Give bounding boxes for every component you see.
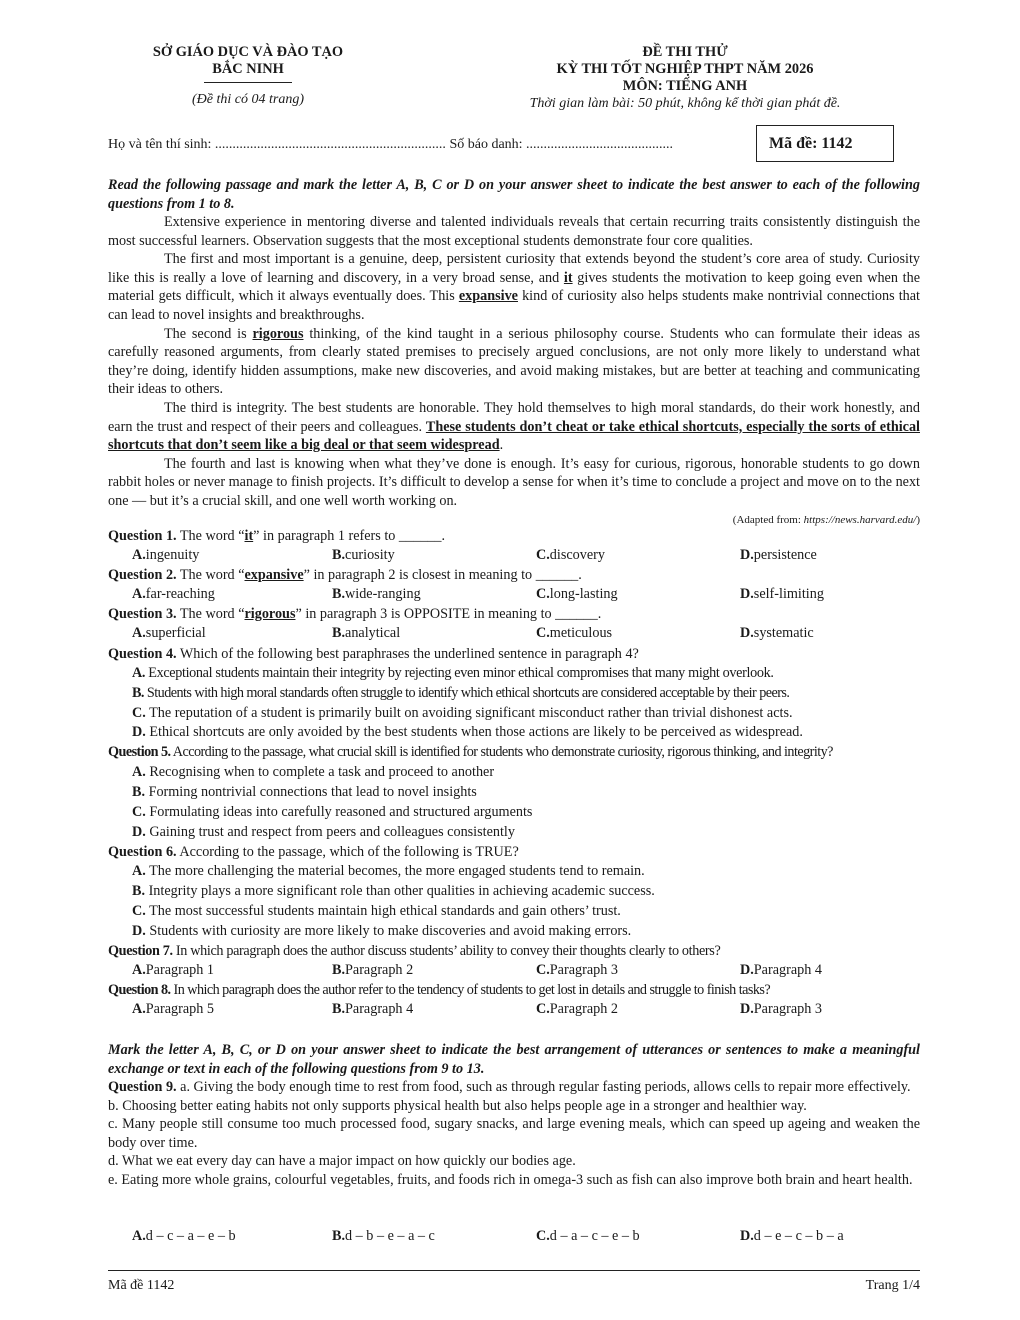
passage-intro: Extensive experience in mentoring diverse and talented individuals reveals that certain recurring traits consistently distinguish the most successful learners. Observation suggests that the most exceptional students demonstrate four core qualities. (108, 214, 920, 249)
section1-instruction: Read the following passage and mark the letter A, B, C or D on your answer sheet to indicate the best answer to each of the following questions from 1 to 8. (108, 177, 920, 212)
q3-option-a[interactable]: A. superficial (132, 625, 206, 641)
q1-option-d[interactable]: D. persistence (740, 547, 817, 563)
q3-option-c[interactable]: C. meticulous (536, 625, 613, 641)
q6-option-d[interactable]: D. Students with curiosity are more likely to make discoveries and avoid making errors. (132, 923, 632, 939)
q2-option-c[interactable]: C. long-lasting (536, 586, 618, 602)
exam-code-box: Mã đề: 1142 (756, 125, 894, 162)
question-3: Question 3. The word “rigorous” in paragraph 3 is OPPOSITE in meaning to ______. (108, 606, 602, 622)
q9-sentence-e: e. Eating more whole grains, colourful vegetables, fruits, and foods rich in omega-3 such as fish can also improve both brain and heart health. (108, 1171, 913, 1188)
underlined-sentence: These students don’t cheat or take ethical shortcuts, especially the sorts of ethical shortcuts that don’t seem like a big deal or that seem widespread (108, 418, 920, 454)
question-7: Question 7. In which paragraph does the author discuss students’ ability to convey their thoughts clearly to others? (108, 943, 721, 959)
q9-sentence-d: d. What we eat every day can have a major impact on how quickly our bodies age. (108, 1153, 576, 1170)
passage-paragraph-4: The fourth and last is knowing when what they’ve done is enough. It’s easy for curious, rigorous, honorable students to go down rabbit holes or never manage to finish projects. It’s difficult to develop a sense for when it’s time to conclude a project and move on to the next one — but it’s a crucial skill, and one well worth working on. (108, 455, 920, 509)
q4-option-a[interactable]: A. Exceptional students maintain their integrity by rejecting even minor ethical compromises that many might overlook. (132, 665, 774, 681)
q4-option-d[interactable]: D. Ethical shortcuts are only avoided by the best students when those actions are likely to be perceived as widespread. (132, 724, 803, 740)
department-name: SỞ GIÁO DỤC VÀ ĐÀO TẠO (152, 44, 344, 60)
q5-option-b[interactable]: B. Forming nontrivial connections that lead to novel insights (132, 784, 477, 800)
q9-option-d[interactable]: D. d – e – c – b – a (740, 1228, 844, 1244)
divider (204, 82, 292, 83)
underlined-expansive: expansive (458, 288, 518, 305)
q8-option-b[interactable]: B. Paragraph 4 (332, 1001, 414, 1017)
q4-option-b[interactable]: B. Students with high moral standards often struggle to identify which ethical shortcuts are considered acceptable by their peers. (132, 685, 790, 701)
q9-sentence-c: c. Many people still consume too much processed food, sugary snacks, and large evening meals, which can speed up ageing and weaken the body over time. (108, 1116, 920, 1151)
q5-option-d[interactable]: D. Gaining trust and respect from peers and colleagues consistently (132, 824, 515, 840)
question-3-options (132, 624, 920, 643)
question-2-options (132, 585, 920, 604)
exam-title: ĐỀ THI THỬ (642, 44, 728, 60)
passage-paragraph-1: The first and most important is a genuine, deep, persistent curiosity that extends beyond the student’s core area of study. Curiosity like this is really a love of learning and discovery, in a very broad sense, and it gives students the motivation to keep going even when the material gets difficult, which it always eventually does. This expansive kind of curiosity also helps students make nontrivial connections that can lead to novel insights and breakthroughs. (108, 251, 920, 323)
q8-option-a[interactable]: A. Paragraph 5 (132, 1001, 214, 1017)
q9-sentence-a: Question 9. a. Giving the body enough time to rest from food, such as through regular fasting periods, allows cells to repair more effectively. (108, 1079, 911, 1095)
question-2: Question 2. The word “expansive” in paragraph 2 is closest in meaning to ______. (108, 567, 582, 583)
subject: MÔN: TIẾNG ANH (622, 78, 748, 94)
underlined-rigorous: rigorous (252, 325, 304, 342)
question-9 (108, 1078, 920, 1190)
time-limit: Thời gian làm bài: 50 phút, không kể thời gian phát đề. (529, 96, 841, 111)
header-right (485, 44, 885, 113)
reading-passage (108, 213, 920, 511)
q6-option-b[interactable]: B. Integrity plays a more significant role than other qualities in achieving academic success. (132, 883, 655, 899)
question-1: Question 1. The word “it” in paragraph 1 refers to ______. (108, 528, 446, 544)
question-1-options (132, 546, 920, 565)
question-5: Question 5. According to the passage, what crucial skill is identified for students who demonstrate curiosity, rigorous thinking, and integrity? (108, 744, 833, 760)
question-4: Question 4. Which of the following best paraphrases the underlined sentence in paragraph 4? (108, 646, 639, 662)
section2-instruction: Mark the letter A, B, C, or D on your answer sheet to indicate the best arrangement of utterances or sentences to make a meaningful exchange or text in each of the following questions from 9 to 13. (108, 1042, 920, 1077)
question-8-options (132, 1000, 920, 1019)
q7-option-b[interactable]: B. Paragraph 2 (332, 962, 414, 978)
passage-paragraph-2: The second is rigorous thinking, of the kind taught in a serious philosophy course. Students who can formulate their ideas as carefully reasoned arguments, from clearly stated premises to precisely argued conclusions, are not only more likely to understand what they’re doing, identify hidden assumptions, make new discoveries, and avoid making mistakes, but are better at teaching and communicating their ideas to others. (108, 325, 921, 398)
question-9-options (132, 1227, 920, 1246)
header-left (108, 44, 388, 110)
page-count-note: (Đề thi có 04 trang) (192, 92, 304, 107)
q6-option-c[interactable]: C. The most successful students maintain high ethical standards and gain others’ trust. (132, 903, 621, 919)
question-8: Question 8. In which paragraph does the author refer to the tendency of students to get lost in details and struggle to finish tasks? (108, 982, 771, 998)
q9-option-a[interactable]: A. d – c – a – e – b (132, 1228, 236, 1244)
q6-option-a[interactable]: A. The more challenging the material becomes, the more engaged students tend to remain. (132, 863, 645, 879)
q1-option-c[interactable]: C. discovery (536, 547, 605, 563)
student-info-line (108, 136, 673, 155)
question-6: Question 6. According to the passage, which of the following is TRUE? (108, 844, 519, 860)
q5-option-c[interactable]: C. Formulating ideas into carefully reasoned and structured arguments (132, 804, 533, 820)
q2-option-a[interactable]: A. far-reaching (132, 586, 215, 602)
student-name-field: Họ và tên thí sinh: .................................................................. (108, 137, 446, 152)
q3-option-b[interactable]: B. analytical (332, 625, 401, 641)
province-name: BẮC NINH (212, 61, 284, 77)
q9-option-b[interactable]: B. d – b – e – a – c (332, 1228, 435, 1244)
q2-option-d[interactable]: D. self-limiting (740, 586, 824, 602)
q7-option-a[interactable]: A. Paragraph 1 (132, 962, 214, 978)
exam-name: KỲ THI TỐT NGHIỆP THPT NĂM 2026 (556, 61, 814, 77)
footer-page-number: Trang 1/4 (865, 1278, 920, 1293)
q4-option-c[interactable]: C. The reputation of a student is primarily built on avoiding significant misconduct rather than trivial dishonest acts. (132, 705, 793, 721)
q8-option-c[interactable]: C. Paragraph 2 (536, 1001, 618, 1017)
underlined-it: it (563, 269, 573, 286)
q9-sentence-b: b. Choosing better eating habits not only supports physical health but also helps people age in a stronger and healthier way. (108, 1097, 807, 1114)
student-number-field: Số báo danh: .......................................... (449, 137, 674, 152)
question-7-options (132, 961, 920, 980)
passage-source: (Adapted from: https://news.harvard.edu/) (732, 514, 920, 526)
q2-option-b[interactable]: B. wide-ranging (332, 586, 421, 602)
passage-paragraph-3: The third is integrity. The best students are honorable. They hold themselves to high moral standards, do their work honestly, and earn the trust and respect of their peers and colleagues. These students don’t cheat or take ethical shortcuts, especially the sorts of ethical shortcuts that don’t seem like a big deal or that seem widespread. (108, 399, 920, 454)
footer-exam-code: Mã đề 1142 (108, 1278, 175, 1293)
q8-option-d[interactable]: D. Paragraph 3 (740, 1001, 822, 1017)
q9-option-c[interactable]: C. d – a – c – e – b (536, 1228, 640, 1244)
q3-option-d[interactable]: D. systematic (740, 625, 814, 641)
q7-option-c[interactable]: C. Paragraph 3 (536, 962, 618, 978)
q1-option-b[interactable]: B. curiosity (332, 547, 395, 563)
q1-option-a[interactable]: A. ingenuity (132, 547, 200, 563)
footer-divider (108, 1270, 920, 1271)
q5-option-a[interactable]: A. Recognising when to complete a task and proceed to another (132, 764, 495, 780)
q7-option-d[interactable]: D. Paragraph 4 (740, 962, 822, 978)
